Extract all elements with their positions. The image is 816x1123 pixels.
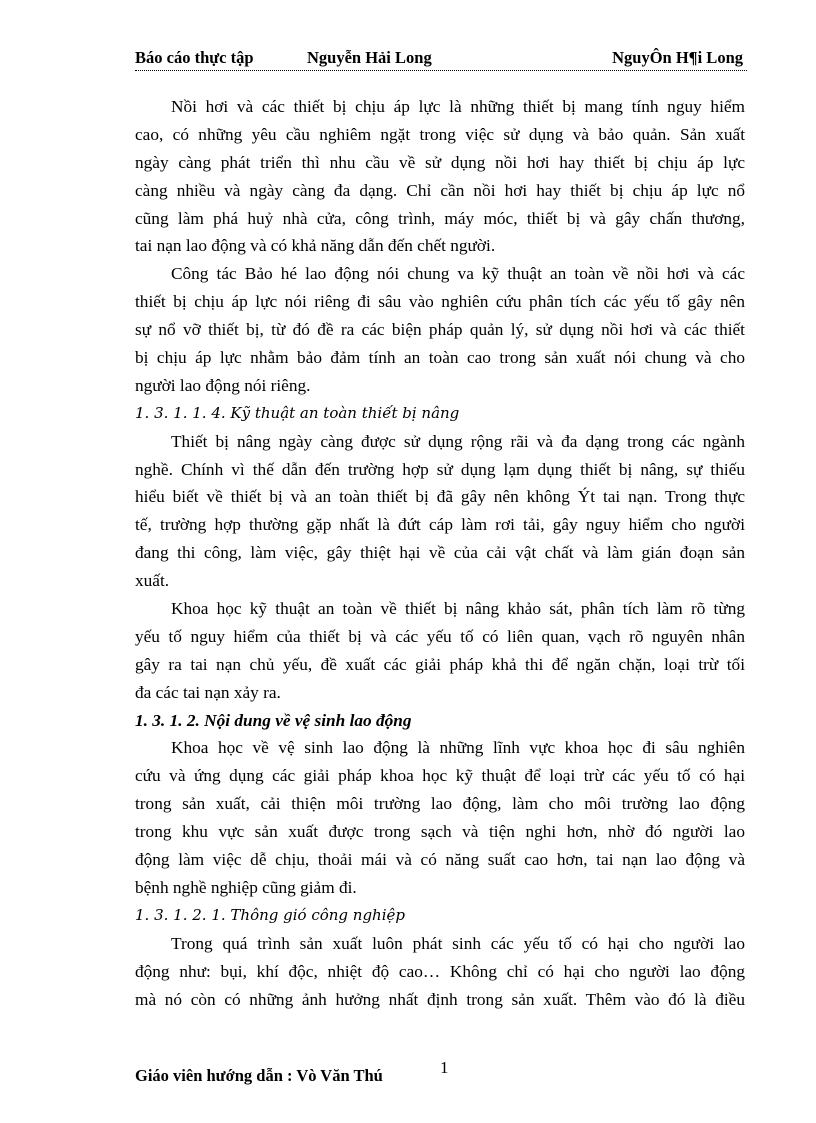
paragraph-line: tai nạn lao động và có khả năng dẫn đến chết người. [135, 236, 496, 256]
paragraph-line: động như: bụi, khí độc, nhiệt độ cao… Không chỉ có hại cho người lao động [135, 961, 745, 981]
section-heading: 1. 3. 1. 1. 4. Kỹ thuật an toàn thiết bị nâng [135, 403, 460, 422]
section-heading: 1. 3. 1. 2. Nội dung về vệ sinh lao động [135, 710, 412, 730]
header-report-title: Báo cáo thực tập [135, 48, 254, 67]
paragraph-line: Trong quá trình sản xuất luôn phát sinh các yếu tố có hại cho người lao [171, 933, 745, 953]
paragraph-line: thiết bị chịu áp lực nói riêng đi sâu vào nghiên cứu phân tích các yếu tố gây nên [135, 292, 745, 312]
paragraph-line: nghề. Chính vì thế dẫn đến trường hợp sử dụng lạm dụng thiết bị nâng, sự thiếu [135, 459, 745, 479]
paragraph-line: Khoa học kỹ thuật an toàn về thiết bị nâng khảo sát, phân tích làm rõ từng [171, 599, 745, 619]
paragraph-line: mà nó còn có những ảnh hưởng nhất định trong sản xuất. Thêm vào đó là điều [135, 989, 745, 1009]
paragraph-line: Nồi hơi và các thiết bị chịu áp lực là những thiết bị mang tính nguy hiểm [171, 97, 745, 116]
paragraph-line: đang thi công, làm việc, gây thiệt hại về của cải vật chất và làm gián đoạn sản [135, 543, 745, 563]
paragraph-line: cao, có những yêu cầu nghiêm ngặt trong việc sử dụng và bảo quản. Sản xuất [135, 124, 745, 144]
paragraph-line: trong khu vực sản xuất được trong sạch và tiện nghi hơn, nhờ đó người lao [135, 822, 745, 842]
paragraph-line: hiểu biết về thiết bị và an toàn thiết bị đã gây nên không Ýt tai nạn. Trong thực [135, 487, 745, 507]
section-heading: 1. 3. 1. 2. 1. Thông gió công nghiệp [135, 905, 405, 924]
page-number: 1 [440, 1058, 449, 1077]
paragraph-line: cứu và ứng dụng các giải pháp khoa học kỹ thuật để loại trừ các yếu tố có hại [135, 766, 745, 786]
header-author-legacy-encoding: NguyÔn H¶i Long [612, 48, 743, 67]
paragraph-line: người lao động nói riêng. [135, 375, 311, 395]
paragraph [135, 93, 745, 260]
paragraph-line: bị chịu áp lực nhằm bảo đảm tính an toàn cao trong sản xuất nói chung và cho [135, 348, 745, 368]
paragraph-line: động làm việc dễ chịu, thoải mái và có năng suất cao hơn, tai nạn lao động và [135, 850, 745, 870]
paragraph-line: tế, trường hợp thường gặp nhất là đứt cáp làm rơi tải, gây nguy hiểm cho người [135, 515, 745, 535]
paragraph-line: càng nhiều và ngày càng đa dạng. Chỉ cần nồi hơi hay thiết bị chịu áp lực nổ [135, 180, 745, 200]
paragraph-line: Công tác Bảo hé lao động nói chung va kỹ thuật an toàn về nồi hơi và các [171, 264, 745, 284]
paragraph-line: sự nổ vỡ thiết bị, từ đó đề ra các biện pháp quản lý, sử dụng nồi hơi và các thiết [135, 320, 745, 340]
paragraph-line: Khoa học về vệ sinh lao động là những lĩnh vực khoa học đi sâu nghiên [171, 738, 745, 758]
paragraph-line: Thiết bị nâng ngày càng được sử dụng rộng rãi và đa dạng trong các ngành [171, 431, 745, 451]
paragraph-line: yếu tố nguy hiểm của thiết bị và các yếu tố có liên quan, vạch rõ nguyên nhân [135, 626, 745, 646]
paragraph-line: bệnh nghề nghiệp cũng giảm đi. [135, 877, 357, 897]
paragraph-line: gây ra tai nạn chủ yếu, đề xuất các giải pháp khả thi để ngăn chặn, loại trừ tối [135, 654, 745, 674]
paragraph [135, 595, 745, 707]
paragraph [135, 734, 745, 901]
paragraph-line: ngày càng phát triển thì nhu cầu về sử dụng nồi hơi hay thiết bị chịu áp lực [135, 152, 745, 172]
footer-advisor: Giáo viên hướng dẫn : Vò Văn Thú [135, 1066, 383, 1085]
page-header [135, 48, 747, 71]
paragraph-line: cũng làm phá huỷ nhà cửa, công trình, máy móc, thiết bị và gây chấn thương, [135, 208, 745, 228]
document-body [135, 93, 745, 1013]
paragraph [135, 930, 745, 1014]
paragraph [135, 428, 745, 595]
paragraph [135, 260, 745, 399]
paragraph-line: đa các tai nạn xảy ra. [135, 682, 281, 702]
header-author: Nguyễn Hải Long [307, 48, 432, 67]
paragraph-line: trong sản xuất, cải thiện môi trường lao động, làm cho môi trường lao động [135, 794, 745, 814]
paragraph-line: xuất. [135, 571, 170, 591]
